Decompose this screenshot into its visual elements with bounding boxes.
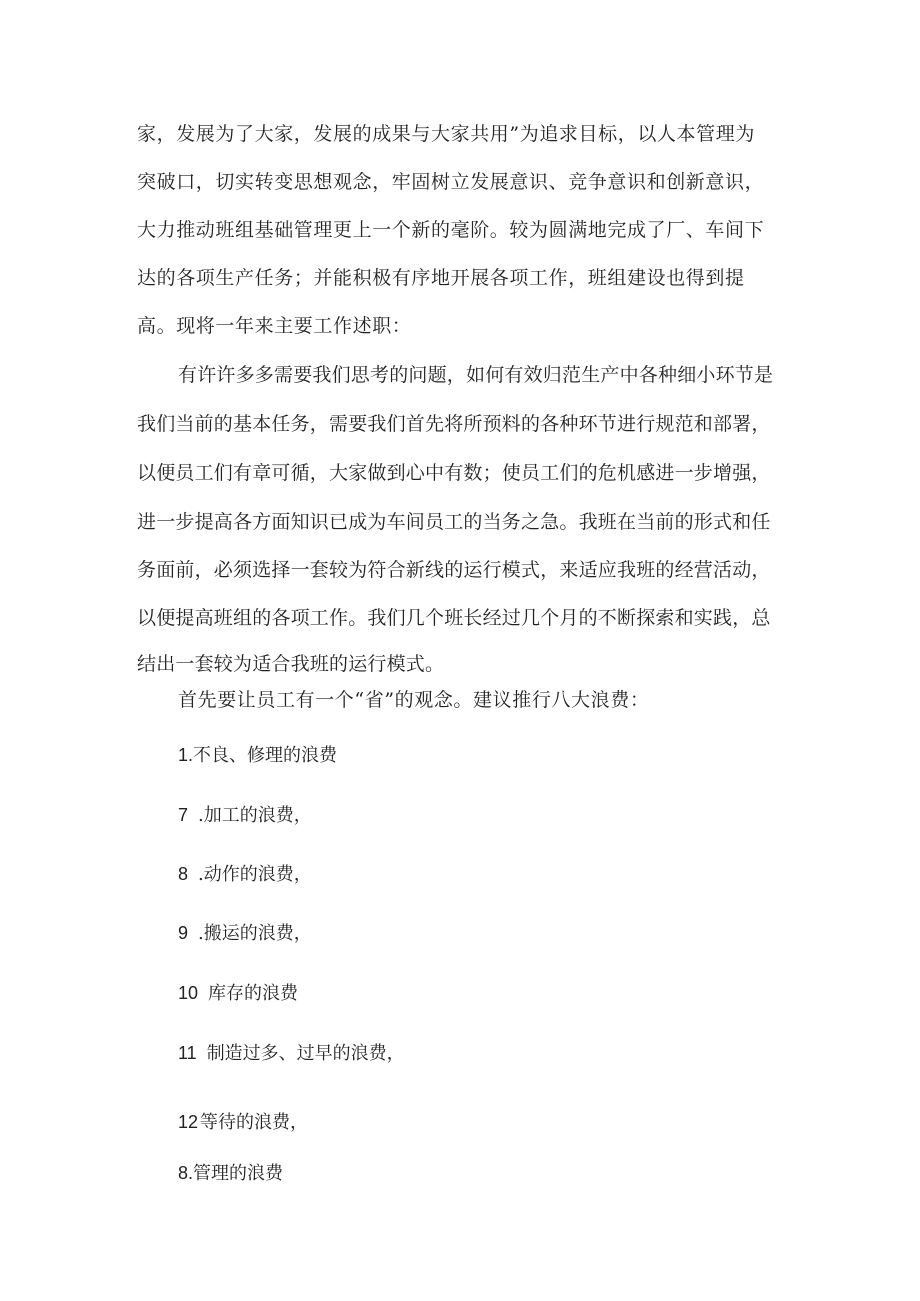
list-item bbox=[178, 803, 312, 828]
list-item-number: 11 bbox=[178, 1043, 197, 1063]
list-item-number: 1. bbox=[178, 745, 194, 765]
paragraph-line: 高。现将一年来主要工作述职： bbox=[137, 315, 412, 337]
list-item-text: .动作的浪费， bbox=[198, 864, 312, 885]
list-item bbox=[178, 921, 312, 946]
paragraph-line: 以便员工们有章可循，大家做到心中有数；使员工们的危机感进一步增强， bbox=[137, 462, 771, 484]
list-item-number: 10 bbox=[178, 983, 199, 1003]
list-item bbox=[178, 862, 312, 887]
paragraph-waste-intro: 首先要让员工有一个“省”的观念。建议推行八大浪费： bbox=[178, 689, 650, 711]
list-item bbox=[178, 1161, 283, 1186]
paragraph-line: 以便提高班组的各项工作。我们几个班长经过几个月的不断探索和实践，总 bbox=[137, 607, 771, 629]
paragraph-line: 突破口，切实转变思想观念，牢固树立发展意识、竞争意识和创新意识， bbox=[137, 171, 765, 193]
list-item bbox=[178, 1110, 308, 1135]
paragraph-line: 有许许多多需要我们思考的问题，如何有效归范生产中各种细小环节是 bbox=[178, 364, 774, 386]
list-item-number: 12 bbox=[178, 1112, 199, 1132]
paragraph-line: 结出一套较为适合我班的运行模式。 bbox=[137, 653, 445, 675]
paragraph-line: 进一步提高各方面知识已成为车间员工的当务之急。我班在当前的形式和任 bbox=[137, 511, 771, 533]
paragraph-line: 达的各项生产任务；并能积极有序地开展各项工作，班组建设也得到提 bbox=[137, 267, 745, 289]
list-item bbox=[178, 1041, 405, 1066]
list-item-text: 管理的浪费 bbox=[193, 1163, 284, 1184]
list-item-text: 制造过多、过早的浪费， bbox=[206, 1043, 405, 1064]
list-item bbox=[178, 981, 298, 1006]
list-item-text: 库存的浪费 bbox=[208, 983, 299, 1004]
list-item-number: 9 bbox=[178, 923, 189, 943]
list-item-number: 7 bbox=[178, 805, 189, 825]
list-item-number: 8. bbox=[178, 1163, 194, 1183]
paragraph-line: 务面前，必须选择一套较为符合新线的运行模式，来适应我班的经营活动， bbox=[137, 559, 771, 581]
list-item-text: .加工的浪费， bbox=[198, 805, 312, 826]
list-item-text: 不良、修理的浪费 bbox=[193, 745, 338, 766]
paragraph-line: 我们当前的基本任务，需要我们首先将所预料的各种环节进行规范和部署， bbox=[137, 413, 771, 435]
list-item-number: 8 bbox=[178, 864, 189, 884]
list-item bbox=[178, 743, 337, 768]
list-item-text: .搬运的浪费， bbox=[198, 923, 312, 944]
paragraph-line: 家，发展为了大家，发展的成果与大家共用”为追求目标，以人本管理为 bbox=[137, 123, 755, 145]
list-item-text: 等待的浪费， bbox=[200, 1112, 309, 1133]
paragraph-line: 大力推动班组基础管理更上一个新的毫阶。较为圆满地完成了厂、车间下 bbox=[137, 219, 765, 241]
